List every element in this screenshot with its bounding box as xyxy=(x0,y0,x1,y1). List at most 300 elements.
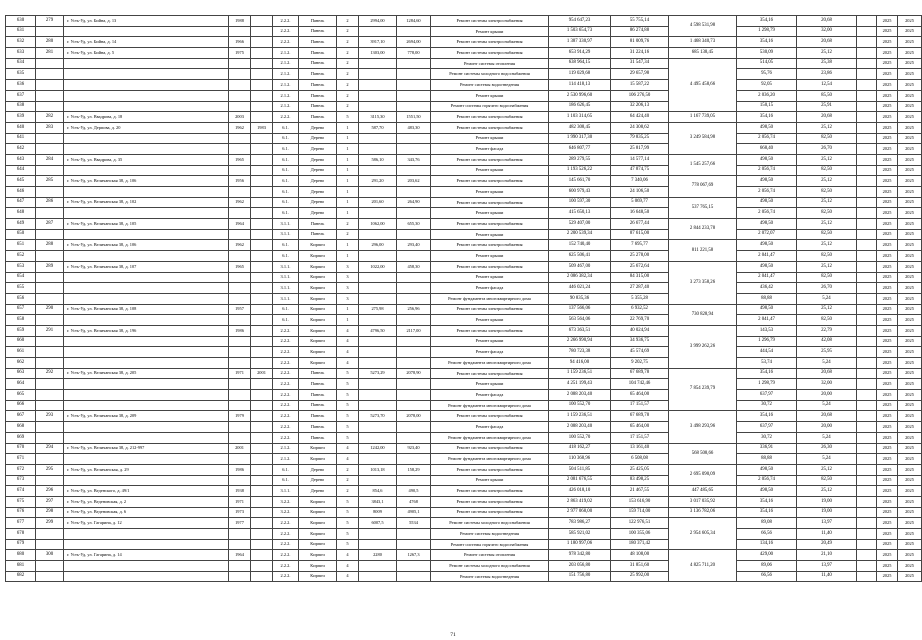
table-row xyxy=(6,197,922,208)
work-type-cell: Ремонт системы электроснабжения xyxy=(431,464,549,475)
building-address-cell xyxy=(64,379,229,390)
living-area-cell xyxy=(397,283,431,294)
table-row xyxy=(6,422,922,433)
unit-special-cost-cell: 25,12 xyxy=(797,176,857,187)
building-number-cell xyxy=(36,144,64,155)
year-start-cell: 2025 xyxy=(877,454,898,465)
living-area-cell: 4905,1 xyxy=(397,507,431,518)
living-area-cell xyxy=(397,80,431,91)
unit-cost-cell: 1 298,79 xyxy=(737,379,797,390)
special-cost-cell: 65 464,00 xyxy=(611,390,669,401)
total-cost-cell: 1 167 739,05 xyxy=(669,112,737,123)
table-row xyxy=(6,379,922,390)
commission-year-cell: 1962 xyxy=(229,122,251,133)
year-start-cell: 2025 xyxy=(877,112,898,123)
unit-cost-cell: 429,00 xyxy=(737,550,797,561)
overhaul-year-cell: 1983 xyxy=(251,122,273,133)
row-number-cell: 672 xyxy=(6,464,36,475)
special-cost-cell: 24 106,50 xyxy=(611,187,669,198)
overhaul-year-cell xyxy=(251,80,273,91)
year-end-cell: 2025 xyxy=(898,325,922,336)
row-number-cell: 644 xyxy=(6,165,36,176)
living-area-cell xyxy=(397,58,431,69)
year-end-cell: 2025 xyxy=(898,550,922,561)
work-cost-cell: 2 200 539,34 xyxy=(549,229,611,240)
building-number-cell xyxy=(36,390,64,401)
table-row xyxy=(6,304,922,315)
total-area-cell: 1013,18 xyxy=(359,464,397,475)
unit-cost-cell: 498,50 xyxy=(737,486,797,497)
building-number-cell xyxy=(36,58,64,69)
year-end-cell: 2025 xyxy=(898,379,922,390)
building-number-cell: 290 xyxy=(36,304,64,315)
overhaul-year-cell xyxy=(251,272,273,283)
overhaul-year-cell xyxy=(251,539,273,550)
work-cost-cell: 1 159 236,51 xyxy=(549,368,611,379)
overhaul-year-cell xyxy=(251,133,273,144)
work-cost-cell: 1 103 314,65 xyxy=(549,112,611,123)
spacer-cell xyxy=(857,58,877,69)
unit-cost-cell: 53,74 xyxy=(737,358,797,369)
floors-cell: 1 xyxy=(337,176,359,187)
material-code-cell: 2.2.2. xyxy=(273,112,299,123)
building-address-cell xyxy=(64,475,229,486)
wall-material-cell: Кирпич xyxy=(299,571,337,582)
floors-cell: 4 xyxy=(337,347,359,358)
special-cost-cell: 17 151,57 xyxy=(611,432,669,443)
table-row xyxy=(6,454,922,465)
commission-year-cell: 1964 xyxy=(229,219,251,230)
building-address-cell xyxy=(64,561,229,572)
material-code-cell: 2.2.2. xyxy=(273,37,299,48)
unit-special-cost-cell: 42,08 xyxy=(797,336,857,347)
row-number-cell: 635 xyxy=(6,69,36,80)
work-type-cell: Ремонт системы электроснабжения xyxy=(431,325,549,336)
living-area-cell xyxy=(397,347,431,358)
material-code-cell: 6.1. xyxy=(273,187,299,198)
total-area-cell: 4796,50 xyxy=(359,325,397,336)
total-area-cell xyxy=(359,187,397,198)
work-cost-cell: 2 977 068,00 xyxy=(549,507,611,518)
wall-material-cell: Дерево xyxy=(299,187,337,198)
year-end-cell: 2025 xyxy=(898,80,922,91)
building-address-cell xyxy=(64,69,229,80)
total-area-cell: 8009 xyxy=(359,507,397,518)
table-row xyxy=(6,390,922,401)
work-cost-cell: 114 418,13 xyxy=(549,80,611,91)
overhaul-year-cell xyxy=(251,69,273,80)
unit-cost-cell: 354,16 xyxy=(737,16,797,27)
commission-year-cell xyxy=(229,229,251,240)
overhaul-year-cell xyxy=(251,486,273,497)
material-code-cell: 2.1.2. xyxy=(273,48,299,59)
row-number-cell: 682 xyxy=(6,571,36,582)
wall-material-cell: Панель xyxy=(299,58,337,69)
year-end-cell: 2025 xyxy=(898,133,922,144)
building-address-cell xyxy=(64,165,229,176)
unit-special-cost-cell: 21,10 xyxy=(797,550,857,561)
unit-special-cost-cell: 25,12 xyxy=(797,464,857,475)
spacer-cell xyxy=(857,571,877,582)
year-end-cell: 2025 xyxy=(898,90,922,101)
commission-year-cell: 1966 xyxy=(229,37,251,48)
row-number-cell: 661 xyxy=(6,347,36,358)
work-type-cell: Ремонт системы электроснабжения xyxy=(431,304,549,315)
commission-year-cell xyxy=(229,539,251,550)
commission-year-cell: 1986 xyxy=(229,464,251,475)
floors-cell: 2 xyxy=(337,486,359,497)
commission-year-cell xyxy=(229,432,251,443)
overhaul-year-cell xyxy=(251,315,273,326)
floors-cell: 4 xyxy=(337,336,359,347)
wall-material-cell: Панель xyxy=(299,379,337,390)
year-start-cell: 2025 xyxy=(877,571,898,582)
unit-cost-cell: 92,05 xyxy=(737,80,797,91)
floors-cell: 2 xyxy=(337,475,359,486)
special-cost-cell: 45 574,69 xyxy=(611,347,669,358)
year-end-cell: 2025 xyxy=(898,261,922,272)
wall-material-cell: Дерево xyxy=(299,208,337,219)
unit-special-cost-cell: 82,50 xyxy=(797,229,857,240)
year-start-cell: 2025 xyxy=(877,529,898,540)
special-cost-cell: 7 695,77 xyxy=(611,240,669,251)
material-code-cell: 2.2.2. xyxy=(273,390,299,401)
building-number-cell xyxy=(36,432,64,443)
row-number-cell: 650 xyxy=(6,229,36,240)
row-number-cell: 669 xyxy=(6,432,36,443)
total-area-cell xyxy=(359,293,397,304)
building-address-cell: г. Усть-Уд, ул. Величанская 38, д. 106 xyxy=(64,176,229,187)
row-number-cell: 681 xyxy=(6,561,36,572)
unit-special-cost-cell: 82,50 xyxy=(797,208,857,219)
total-cost-cell: 685 138,45 xyxy=(669,48,737,59)
material-code-cell: 2.1.2. xyxy=(273,454,299,465)
building-number-cell: 295 xyxy=(36,464,64,475)
work-cost-cell: 289 279,55 xyxy=(549,154,611,165)
building-number-cell xyxy=(36,571,64,582)
floors-cell: 3 xyxy=(337,293,359,304)
work-cost-cell: 482 308,45 xyxy=(549,122,611,133)
work-cost-cell: 600 979,43 xyxy=(549,187,611,198)
special-cost-cell: 25 817,99 xyxy=(611,144,669,155)
spacer-cell xyxy=(857,304,877,315)
material-code-cell: 3.2.2. xyxy=(273,496,299,507)
table-row xyxy=(6,475,922,486)
building-address-cell xyxy=(64,144,229,155)
commission-year-cell: 1962 xyxy=(229,240,251,251)
special-cost-cell: 25 992,00 xyxy=(611,571,669,582)
special-cost-cell: 55 755,14 xyxy=(611,16,669,27)
wall-material-cell: Кирпич xyxy=(299,251,337,262)
unit-cost-cell: 143,53 xyxy=(737,325,797,336)
floors-cell: 1 xyxy=(337,122,359,133)
work-type-cell: Ремонт системы горячего водоснабжения xyxy=(431,539,549,550)
floors-cell: 2 xyxy=(337,219,359,230)
commission-year-cell xyxy=(229,422,251,433)
work-cost-cell: 446 021,24 xyxy=(549,283,611,294)
total-area-cell: 854,6 xyxy=(359,486,397,497)
commission-year-cell: 1957 xyxy=(229,304,251,315)
year-start-cell: 2025 xyxy=(877,176,898,187)
row-number-cell: 673 xyxy=(6,475,36,486)
commission-year-cell: 1965 xyxy=(229,154,251,165)
building-address-cell: г. Усть-Уд, ул. Бийна, д. 14 xyxy=(64,37,229,48)
unit-special-cost-cell: 82,50 xyxy=(797,187,857,198)
wall-material-cell: Кирпич xyxy=(299,496,337,507)
row-number-cell: 658 xyxy=(6,315,36,326)
year-end-cell: 2025 xyxy=(898,347,922,358)
spacer-cell xyxy=(857,422,877,433)
year-end-cell: 2025 xyxy=(898,518,922,529)
wall-material-cell: Кирпич xyxy=(299,358,337,369)
living-area-cell xyxy=(397,561,431,572)
spacer-cell xyxy=(857,550,877,561)
spacer-cell xyxy=(857,229,877,240)
building-number-cell: 281 xyxy=(36,48,64,59)
unit-special-cost-cell: 26,70 xyxy=(797,283,857,294)
total-area-cell: 1242,00 xyxy=(359,443,397,454)
material-code-cell: 6.1. xyxy=(273,240,299,251)
table-row xyxy=(6,496,922,507)
work-type-cell: Ремонт системы водоотведения xyxy=(431,529,549,540)
unit-cost-cell: 2 056,74 xyxy=(737,475,797,486)
work-cost-cell: 509 467,00 xyxy=(549,261,611,272)
wall-material-cell: Панель xyxy=(299,48,337,59)
year-end-cell: 2025 xyxy=(898,390,922,401)
unit-special-cost-cell: 82,50 xyxy=(797,475,857,486)
building-number-cell: 289 xyxy=(36,261,64,272)
year-end-cell: 2025 xyxy=(898,358,922,369)
work-type-cell: Ремонт фасада xyxy=(431,390,549,401)
year-start-cell: 2025 xyxy=(877,390,898,401)
work-cost-cell: 1 159 236,51 xyxy=(549,411,611,422)
special-cost-cell: 21 467,55 xyxy=(611,486,669,497)
table-row xyxy=(6,411,922,422)
commission-year-cell: 1971 xyxy=(229,368,251,379)
wall-material-cell: Панель xyxy=(299,229,337,240)
living-area-cell xyxy=(397,571,431,582)
work-type-cell: Ремонт системы холодного водоснабжения xyxy=(431,561,549,572)
unit-cost-cell: 1 298,79 xyxy=(737,26,797,37)
floors-cell: 2 xyxy=(337,48,359,59)
building-number-cell: 286 xyxy=(36,197,64,208)
living-area-cell: 923,40 xyxy=(397,443,431,454)
unit-special-cost-cell: 82,50 xyxy=(797,272,857,283)
living-area-cell: 293,40 xyxy=(397,240,431,251)
total-cost-cell: 3 017 035,92 xyxy=(669,496,737,507)
material-code-cell: 2.2.2. xyxy=(273,26,299,37)
living-area-cell xyxy=(397,165,431,176)
special-cost-cell: 6 508,08 xyxy=(611,454,669,465)
year-end-cell: 2025 xyxy=(898,165,922,176)
commission-year-cell xyxy=(229,26,251,37)
spacer-cell xyxy=(857,101,877,112)
work-cost-cell: 2 088 203,40 xyxy=(549,390,611,401)
commission-year-cell: 1938 xyxy=(229,486,251,497)
material-code-cell: 3.1.1. xyxy=(273,283,299,294)
living-area-cell: 2117,00 xyxy=(397,325,431,336)
year-start-cell: 2025 xyxy=(877,229,898,240)
unit-special-cost-cell: 23,86 xyxy=(797,69,857,80)
row-number-cell: 634 xyxy=(6,58,36,69)
special-cost-cell: 7 340,06 xyxy=(611,176,669,187)
commission-year-cell xyxy=(229,454,251,465)
year-start-cell: 2025 xyxy=(877,496,898,507)
wall-material-cell: Дерево xyxy=(299,197,337,208)
year-start-cell: 2025 xyxy=(877,58,898,69)
floors-cell: 2 xyxy=(337,90,359,101)
special-cost-cell: 31 851,60 xyxy=(611,561,669,572)
total-area-cell xyxy=(359,165,397,176)
material-code-cell: 3.1.1. xyxy=(273,486,299,497)
overhaul-year-cell xyxy=(251,48,273,59)
work-cost-cell: 119 029,68 xyxy=(549,69,611,80)
special-cost-cell: 25 672,64 xyxy=(611,261,669,272)
page-number: 71 xyxy=(450,632,456,638)
unit-cost-cell: 436,42 xyxy=(737,283,797,294)
total-area-cell xyxy=(359,315,397,326)
year-end-cell: 2025 xyxy=(898,101,922,112)
commission-year-cell: 1971 xyxy=(229,496,251,507)
building-number-cell: 297 xyxy=(36,496,64,507)
total-area-cell: 3115,30 xyxy=(359,112,397,123)
living-area-cell xyxy=(397,475,431,486)
table-row xyxy=(6,550,922,561)
total-area-cell: 291,20 xyxy=(359,176,397,187)
overhaul-year-cell xyxy=(251,187,273,198)
row-number-cell: 676 xyxy=(6,507,36,518)
living-area-cell xyxy=(397,390,431,401)
living-area-cell xyxy=(397,529,431,540)
commission-year-cell: 1986 xyxy=(229,325,251,336)
year-start-cell: 2025 xyxy=(877,561,898,572)
living-area-cell xyxy=(397,336,431,347)
floors-cell: 2 xyxy=(337,16,359,27)
total-cost-cell: 3 498 293,96 xyxy=(669,411,737,443)
unit-special-cost-cell: 32,00 xyxy=(797,26,857,37)
year-start-cell: 2025 xyxy=(877,101,898,112)
work-cost-cell: 2 086 382,34 xyxy=(549,272,611,283)
year-start-cell: 2025 xyxy=(877,80,898,91)
building-address-cell xyxy=(64,283,229,294)
work-type-cell: Ремонт системы водоотведения xyxy=(431,80,549,91)
building-number-cell xyxy=(36,347,64,358)
overhaul-year-cell xyxy=(251,165,273,176)
row-number-cell: 649 xyxy=(6,219,36,230)
year-start-cell: 2025 xyxy=(877,208,898,219)
unit-special-cost-cell: 5,24 xyxy=(797,293,857,304)
special-cost-cell: 87 615,00 xyxy=(611,229,669,240)
total-area-cell: 275,98 xyxy=(359,304,397,315)
building-number-cell xyxy=(36,315,64,326)
total-area-cell: 2280 xyxy=(359,550,397,561)
floors-cell: 5 xyxy=(337,496,359,507)
total-area-cell xyxy=(359,561,397,572)
unit-cost-cell: 150,15 xyxy=(737,101,797,112)
overhaul-year-cell xyxy=(251,411,273,422)
material-code-cell: 6.1. xyxy=(273,122,299,133)
work-type-cell: Ремонт крыши xyxy=(431,90,549,101)
building-number-cell xyxy=(36,208,64,219)
work-cost-cell: 978 342,80 xyxy=(549,550,611,561)
row-number-cell: 660 xyxy=(6,336,36,347)
table-row xyxy=(6,283,922,294)
commission-year-cell: 2003 xyxy=(229,112,251,123)
living-area-cell xyxy=(397,187,431,198)
unit-cost-cell: 498,50 xyxy=(737,154,797,165)
building-address-cell xyxy=(64,432,229,443)
wall-material-cell: Кирпич xyxy=(299,336,337,347)
table-row xyxy=(6,240,922,251)
unit-special-cost-cell: 25,12 xyxy=(797,240,857,251)
commission-year-cell xyxy=(229,529,251,540)
spacer-cell xyxy=(857,454,877,465)
work-type-cell: Ремонт системы электроснабжения xyxy=(431,176,549,187)
building-address-cell: г. Усть-Уд, ул. Величанская 38, д. 102 xyxy=(64,197,229,208)
spacer-cell xyxy=(857,48,877,59)
work-cost-cell: 415 650,13 xyxy=(549,208,611,219)
work-cost-cell: 625 506,41 xyxy=(549,251,611,262)
unit-special-cost-cell: 82,50 xyxy=(797,251,857,262)
year-end-cell: 2025 xyxy=(898,208,922,219)
total-area-cell xyxy=(359,400,397,411)
total-area-cell xyxy=(359,454,397,465)
year-end-cell: 2025 xyxy=(898,187,922,198)
table-row xyxy=(6,272,922,283)
overhaul-year-cell xyxy=(251,229,273,240)
wall-material-cell: Дерево xyxy=(299,144,337,155)
building-address-cell xyxy=(64,422,229,433)
spacer-cell xyxy=(857,390,877,401)
work-type-cell: Ремонт системы электроснабжения xyxy=(431,507,549,518)
spacer-cell xyxy=(857,187,877,198)
work-cost-cell: 529 407,00 xyxy=(549,219,611,230)
year-start-cell: 2025 xyxy=(877,240,898,251)
unit-special-cost-cell: 19,00 xyxy=(797,496,857,507)
commission-year-cell: 1975 xyxy=(229,48,251,59)
living-area-cell xyxy=(397,69,431,80)
work-cost-cell: 2 088 203,40 xyxy=(549,422,611,433)
total-cost-cell: 3 249 584,98 xyxy=(669,122,737,154)
work-cost-cell: 2 266 990,94 xyxy=(549,336,611,347)
row-number-cell: 636 xyxy=(6,80,36,91)
overhaul-year-cell xyxy=(251,443,273,454)
special-cost-cell: 79 835,25 xyxy=(611,133,669,144)
work-cost-cell: 2 530 996,60 xyxy=(549,90,611,101)
work-type-cell: Ремонт крыши xyxy=(431,272,549,283)
total-area-cell xyxy=(359,571,397,582)
spacer-cell xyxy=(857,122,877,133)
wall-material-cell: Панель xyxy=(299,80,337,91)
unit-cost-cell: 498,50 xyxy=(737,176,797,187)
building-number-cell xyxy=(36,133,64,144)
spacer-cell xyxy=(857,208,877,219)
repair-register-table xyxy=(5,15,922,582)
total-cost-cell: 4 825 711,20 xyxy=(669,550,737,582)
table-row xyxy=(6,58,922,69)
spacer-cell xyxy=(857,283,877,294)
wall-material-cell: Панель xyxy=(299,69,337,80)
row-number-cell: 637 xyxy=(6,90,36,101)
wall-material-cell: Панель xyxy=(299,219,337,230)
total-area-cell xyxy=(359,336,397,347)
wall-material-cell: Панель xyxy=(299,26,337,37)
special-cost-cell: 64 424,40 xyxy=(611,112,669,123)
total-area-cell: 6007,5 xyxy=(359,518,397,529)
total-area-cell: 3843,1 xyxy=(359,496,397,507)
living-area-cell xyxy=(397,400,431,411)
spacer-cell xyxy=(857,411,877,422)
